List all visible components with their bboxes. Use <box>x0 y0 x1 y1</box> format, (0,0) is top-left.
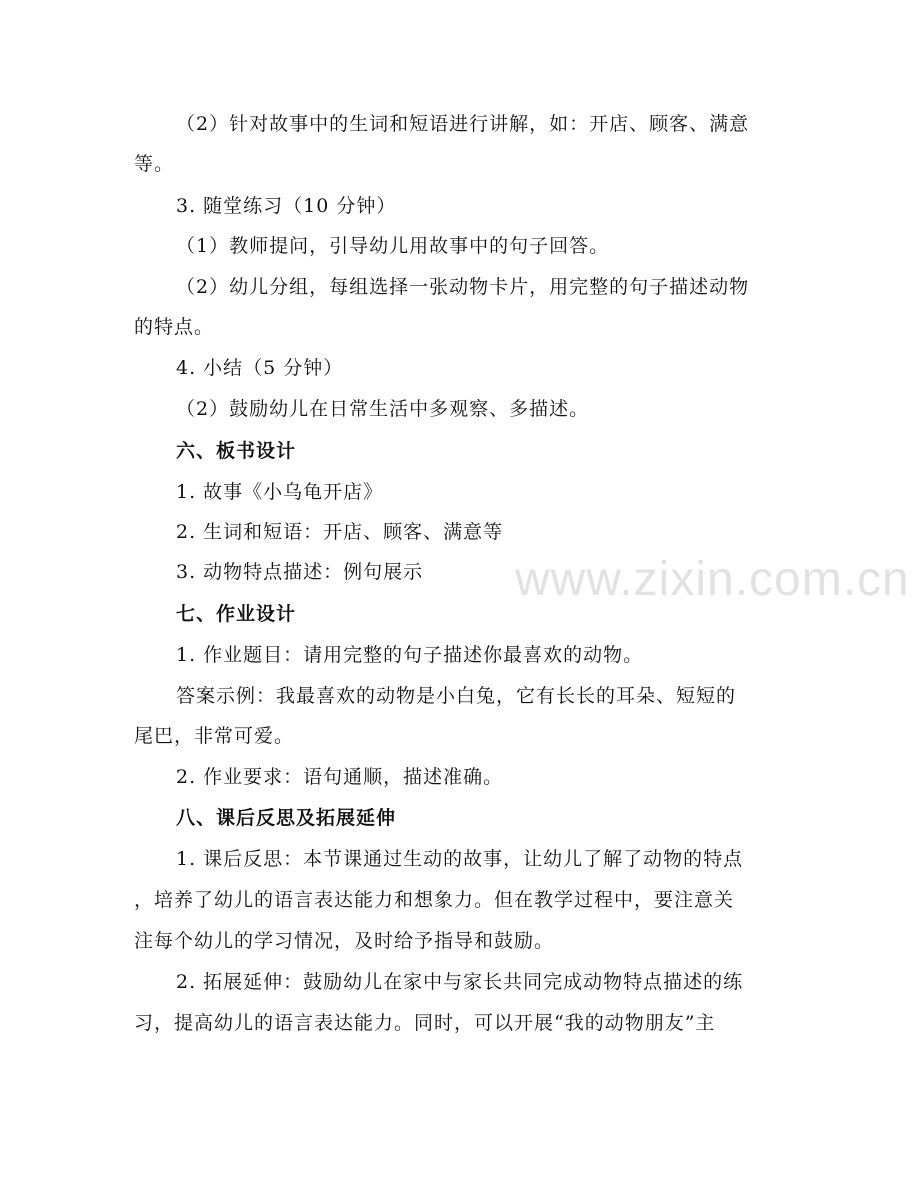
paragraph-line: 注每个幼儿的学习情况，及时给予指导和鼓励。 <box>134 930 555 952</box>
paragraph-line: 答案示例：我最喜欢的动物是小白兔，它有长长的耳朵、短短的 <box>176 685 737 707</box>
paragraph-line: 1. 作业题目：请用完整的句子描述你最喜欢的动物。 <box>176 644 644 666</box>
paragraph-line: 2. 生词和短语：开店、顾客、满意等 <box>176 521 504 543</box>
paragraph-line: 3. 随堂练习（10 分钟） <box>176 195 397 217</box>
paragraph-line: 3. 动物特点描述：例句展示 <box>176 561 424 583</box>
paragraph-line: （2）幼儿分组，每组选择一张动物卡片，用完整的句子描述动物 <box>176 276 750 298</box>
paragraph-line: 4. 小结（5 分钟） <box>176 357 344 379</box>
section-heading: 八、课后反思及拓展延伸 <box>176 807 397 829</box>
paragraph-line: （2）针对故事中的生词和短语进行讲解，如：开店、顾客、满意 <box>176 113 750 135</box>
paragraph-line: 尾巴，非常可爱。 <box>134 725 295 747</box>
section-heading: 六、板书设计 <box>176 440 297 462</box>
paragraph-line: 1. 课后反思：本节课通过生动的故事，让幼儿了解了动物的特点 <box>176 848 744 870</box>
paragraph-line: 2. 拓展延伸：鼓励幼儿在家中与家长共同完成动物特点描述的练 <box>176 971 744 993</box>
paragraph-line: 的特点。 <box>134 316 215 338</box>
paragraph-line: 2. 作业要求：语句通顺，描述准确。 <box>176 766 504 788</box>
paragraph-line: ，培养了幼儿的语言表达能力和想象力。但在教学过程中，要注意关 <box>134 889 735 911</box>
paragraph-line: 习，提高幼儿的语言表达能力。同时，可以开展“我的动物朋友”主 <box>134 1012 716 1034</box>
paragraph-line: （1）教师提问，引导幼儿用故事中的句子回答。 <box>176 235 610 257</box>
paragraph-line: 1. 故事《小乌龟开店》 <box>176 481 384 503</box>
watermark: www.zixin.com.cn <box>515 553 910 606</box>
paragraph-line: 等。 <box>134 153 175 175</box>
paragraph-line: （2）鼓励幼儿在日常生活中多观察、多描述。 <box>176 398 590 420</box>
section-heading: 七、作业设计 <box>176 603 297 625</box>
